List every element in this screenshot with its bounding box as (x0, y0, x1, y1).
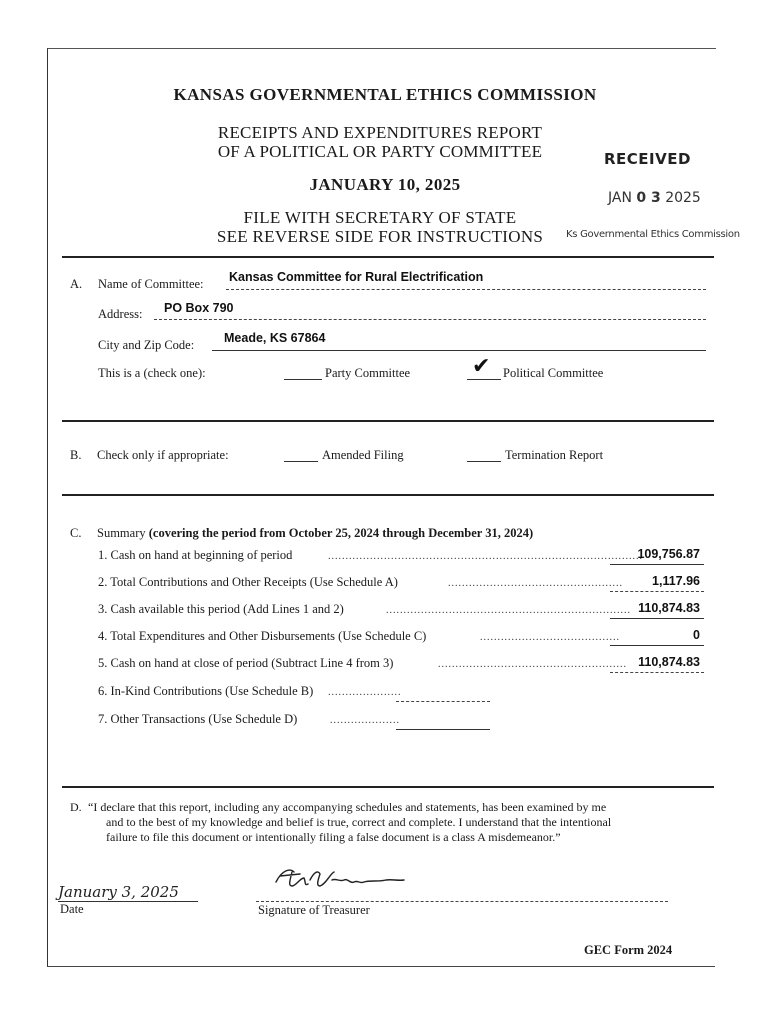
checkmark-icon: ✔ (472, 354, 491, 379)
see-reverse-label: SEE REVERSE SIDE FOR INSTRUCTIONS (216, 227, 544, 246)
summary-line-2 (98, 575, 398, 590)
form-border-bottom (47, 966, 715, 967)
city-zip-value[interactable]: Meade, KS 67864 (224, 331, 326, 345)
report-subtitle-line2: OF A POLITICAL OR PARTY COMMITTEE (217, 142, 543, 161)
date-label: Date (60, 902, 84, 916)
line-number: 1. (98, 548, 108, 562)
declaration-line-3: failure to file this document or intentionally filing a false document is a class A misdemeanor.” (106, 830, 561, 844)
summary-line-1 (98, 548, 292, 563)
cash-available-amount[interactable]: 110,874.83 (638, 601, 700, 615)
amount-line (610, 672, 704, 673)
signature-line (256, 901, 668, 902)
committee-type-label: This is a (check one): (98, 366, 206, 380)
received-stamp-org (566, 229, 740, 240)
leader-dots: ........................................ (480, 632, 620, 643)
committee-name-line (226, 289, 706, 290)
section-divider (62, 786, 714, 788)
line-number: 2. (98, 575, 108, 589)
line-number: 3. (98, 602, 108, 616)
committee-name-value[interactable]: Kansas Committee for Rural Electrification (229, 270, 484, 284)
amount-line (610, 645, 704, 646)
treasurer-signature (270, 860, 410, 896)
leader-dots: .................... (330, 715, 400, 726)
file-with-label: FILE WITH SECRETARY OF STATE (243, 208, 517, 227)
section-a-letter: A. (70, 277, 83, 291)
leader-dots: ..................... (328, 687, 402, 698)
received-stamp: RECEIVED (604, 150, 691, 168)
line-number: 4. (98, 629, 108, 643)
amended-filing-blank[interactable] (284, 461, 318, 462)
report-date: JANUARY 10, 2025 (309, 175, 461, 194)
filing-instructions (140, 208, 620, 246)
cash-beginning-amount[interactable]: 109,756.87 (637, 547, 700, 561)
other-transactions-amount-line[interactable] (396, 729, 490, 730)
summary-label: Summary (97, 526, 146, 540)
political-committee-label: Political Committee (503, 366, 604, 380)
total-expenditures-amount[interactable]: 0 (693, 628, 700, 642)
stamp-month: JAN (608, 190, 632, 206)
leader-dots: ...................................................... (438, 659, 627, 670)
party-committee-blank[interactable] (284, 379, 322, 380)
section-divider (62, 256, 714, 258)
line-label: Cash on hand at close of period (Subtract Line 4 from 3) (110, 656, 394, 670)
city-zip-label: City and Zip Code: (98, 338, 195, 352)
section-d-letter: D. (70, 800, 82, 814)
line-number: 6. (98, 684, 108, 698)
stamp-org-prefix: Ks (566, 229, 578, 240)
report-subtitle (160, 123, 600, 161)
form-title: KANSAS GOVERNMENTAL ETHICS COMMISSION (173, 85, 597, 104)
line-label: Total Contributions and Other Receipts (Use Schedule A) (110, 575, 398, 589)
leader-dots: .................................................. (448, 578, 623, 589)
address-label: Address: (98, 307, 143, 321)
received-stamp-date (608, 190, 701, 206)
summary-line-5 (98, 656, 393, 671)
political-committee-blank[interactable] (467, 379, 501, 380)
signed-date-value[interactable]: January 3, 2025 (58, 883, 179, 901)
in-kind-amount-line[interactable] (396, 701, 490, 702)
line-label: Cash on hand at beginning of period (110, 548, 293, 562)
line-number: 5. (98, 656, 108, 670)
total-contributions-amount[interactable]: 1,117.96 (652, 574, 700, 588)
summary-heading (97, 526, 533, 541)
check-appropriate-label: Check only if appropriate: (97, 448, 229, 462)
stamp-org-name: Governmental Ethics Commission (580, 229, 740, 240)
line-label: In-Kind Contributions (Use Schedule B) (110, 684, 314, 698)
form-id: GEC Form 2024 (584, 943, 673, 957)
committee-name-label: Name of Committee: (98, 277, 204, 291)
signature-label: Signature of Treasurer (258, 903, 370, 917)
summary-line-6 (98, 684, 313, 699)
summary-line-3 (98, 602, 344, 617)
declaration-line-2: and to the best of my knowledge and belief is true, correct and complete. I understand that the intentional (106, 815, 612, 829)
leader-dots: .......................................................................................... (328, 551, 643, 562)
line-label: Other Transactions (Use Schedule D) (110, 712, 298, 726)
report-subtitle-line1: RECEIPTS AND EXPENDITURES REPORT (217, 123, 543, 142)
section-b-letter: B. (70, 448, 82, 462)
amended-filing-label: Amended Filing (322, 448, 404, 462)
amount-line (610, 618, 704, 619)
termination-report-label: Termination Report (505, 448, 604, 462)
section-c-letter: C. (70, 526, 82, 540)
line-number: 7. (98, 712, 108, 726)
address-line (154, 319, 706, 320)
amount-line (610, 564, 704, 565)
stamp-year: 2025 (665, 190, 701, 206)
summary-line-4 (98, 629, 426, 644)
party-committee-label: Party Committee (325, 366, 411, 380)
leader-dots: ...................................................................... (386, 605, 631, 616)
summary-period: (covering the period from October 25, 2024 through December 31, 2024) (148, 526, 534, 540)
section-divider (62, 494, 714, 496)
line-label: Total Expenditures and Other Disbursements (Use Schedule C) (110, 629, 427, 643)
amount-line (610, 591, 704, 592)
cash-close-amount[interactable]: 110,874.83 (638, 655, 700, 669)
address-value[interactable]: PO Box 790 (164, 301, 234, 315)
city-zip-line (212, 350, 706, 351)
section-divider (62, 420, 714, 422)
declaration-text (88, 800, 718, 845)
stamp-day: 0 3 (636, 190, 661, 206)
termination-report-blank[interactable] (467, 461, 501, 462)
declaration-line-1: “I declare that this report, including any accompanying schedules and statements, has been examined by me (88, 800, 607, 814)
line-label: Cash available this period (Add Lines 1 and 2) (110, 602, 344, 616)
summary-line-7 (98, 712, 297, 727)
